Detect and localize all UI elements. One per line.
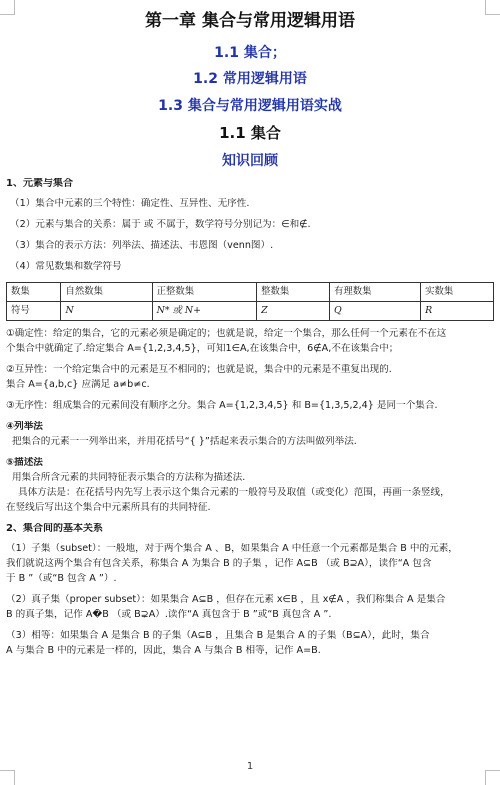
number-sets-table <box>6 282 494 321</box>
description-method-detail-cont: 在竖线后写出这个集合中元素所具有的共同特征. <box>6 502 211 513</box>
chapter-title: 第一章 集合与常用逻辑用语 <box>145 11 355 31</box>
table-cell: Q <box>329 302 420 321</box>
definiteness-paragraph: ①确定性：给定的集合，它的元素必须是确定的；也就是说，给定一个集合，那么任何一个元素在不在这 <box>6 328 447 339</box>
description-method-text: 用集合所含元素的共同特征表示集合的方法称为描述法. <box>12 472 246 483</box>
table-cell: 数集 <box>7 283 61 302</box>
heading-set-relations: 2、集合间的基本关系 <box>6 523 103 534</box>
table-row <box>7 302 494 321</box>
list-item: （3）集合的表示方法：列举法、描述法、韦恩图（venn图）. <box>10 240 274 251</box>
crop-mark-bottom-right <box>485 770 500 785</box>
description-method-heading: ⑤描述法 <box>6 457 43 468</box>
subset-paragraph-end: 于 B ”（或“B 包含 A ”）. <box>6 573 117 584</box>
page-number: 1 <box>246 761 254 772</box>
table-cell: 正整数集 <box>152 283 257 302</box>
list-item: （1）集合中元素的三个特性：确定性、互异性、无序性. <box>10 198 250 209</box>
heading-elements-and-sets: 1、元素与集合 <box>6 178 73 189</box>
equality-paragraph: （3）相等：如果集合 A 是集合 B 的子集（A⊆B ，且集合 B 是集合 A 的子集（B⊆A），此时，集合 <box>6 630 430 641</box>
distinctness-paragraph: ②互异性：一个给定集合中的元素是互不相同的；也就是说，集合中的元素是不重复出现的. <box>6 364 392 375</box>
table-cell: 自然数集 <box>61 283 152 302</box>
table-cell: N* 或 N+ <box>152 302 257 321</box>
list-item: （4）常见数集和数学符号 <box>10 261 122 272</box>
definiteness-paragraph-cont: 个集合中就确定了.给定集合 A={1,2,3,4,5}，可知1∈A,在该集合中，6∉A,不在该集合中； <box>6 343 399 354</box>
knowledge-review-heading: 知识回顾 <box>222 153 278 169</box>
table-cell: 实数集 <box>421 283 494 302</box>
subsection-title: 1.1 集合 <box>219 124 281 142</box>
unordered-paragraph: ③无序性：组成集合的元素间没有顺序之分。集合 A={1,2,3,4,5} 和 B={1,3,5,2,4} 是同一个集合. <box>6 400 438 411</box>
proper-subset-paragraph-cont: B 的真子集，记作 A�B （或 B⊋A）.读作“A 真包含于 B ”或“B 真包含 A ”. <box>6 609 332 620</box>
section-title-1: 1.1 集合； <box>214 45 286 61</box>
table-cell: R <box>421 302 494 321</box>
roster-method-text: 把集合的元素一一列举出来，并用花括号“{ }”括起来表示集合的方法叫做列举法. <box>12 436 357 447</box>
section-title-2: 1.2 常用逻辑用语 <box>193 71 307 87</box>
distinctness-paragraph-cont: 集合 A={a,b,c} 应满足 a≠b≠c. <box>6 379 150 390</box>
subset-paragraph: （1）子集（subset）：一般地，对于两个集合 A 、B，如果集合 A 中任意一个元素都是集合 B 中的元素， <box>6 543 458 554</box>
roster-method-heading: ④列举法 <box>6 421 43 432</box>
proper-subset-paragraph: （2）真子集（proper subset）：如果集合 A⊆B ，但存在元素 x∈B ，且 x∉A ，我们称集合 A 是集合 <box>6 594 446 605</box>
list-item: （2）元素与集合的关系：属于 或 不属于，数学符号分别记为：∈和∉. <box>10 219 311 230</box>
main-content <box>6 176 494 666</box>
crop-mark-bottom-left <box>0 770 15 785</box>
subset-paragraph-cont: 我们就说这两个集合有包含关系，称集合 A 为集合 B 的子集 ，记作 A⊆B （或 B⊇A），读作“A 包含 <box>6 558 432 569</box>
description-method-detail: 具体方法是：在花括号内先写上表示这个集合元素的一般符号及取值（或变化）范围，再画一条竖线， <box>18 487 450 498</box>
table-cell: N <box>61 302 152 321</box>
table-cell: 符号 <box>7 302 61 321</box>
table-header-row <box>7 283 494 302</box>
equality-paragraph-cont: A 与集合 B 中的元素是一样的，因此，集合 A 与集合 B 相等，记作 A=B. <box>6 645 321 656</box>
table-cell: Z <box>257 302 330 321</box>
section-title-3: 1.3 集合与常用逻辑用语实战 <box>158 98 342 114</box>
table-cell: 整数集 <box>257 283 330 302</box>
table-cell: 有理数集 <box>329 283 420 302</box>
